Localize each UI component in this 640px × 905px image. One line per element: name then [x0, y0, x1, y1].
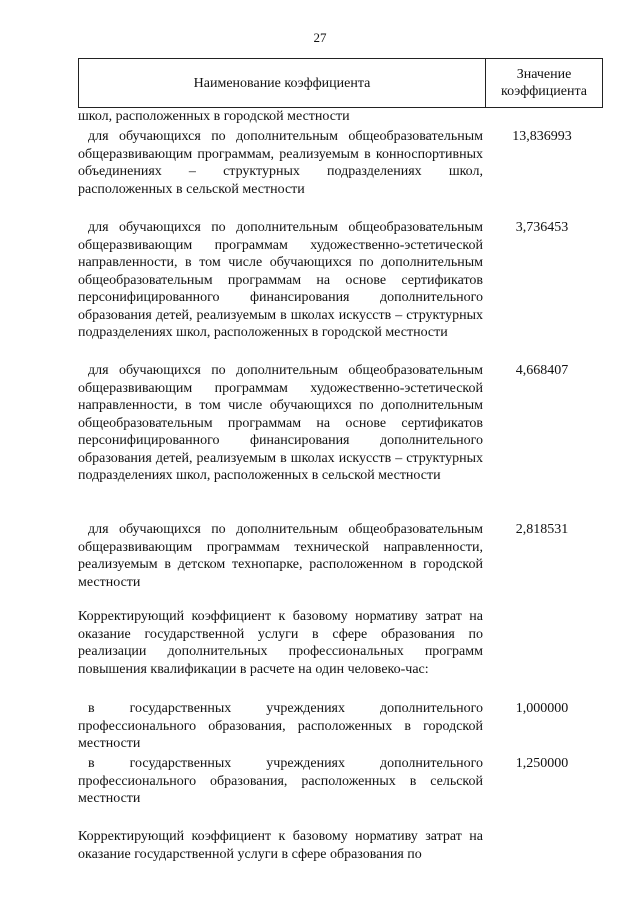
row-value: 2,818531 — [515, 522, 569, 537]
row-value: 3,736453 — [515, 220, 569, 235]
row-value: 1,250000 — [515, 756, 569, 771]
row-value: 1,000000 — [515, 701, 569, 716]
row-text: для обучающихся по дополнительным общеобразовательным общеразвивающим программам, реализуемым в конноспортивных объединениях – структурных подразделениях школ, расположенных в сельской местности — [78, 129, 483, 197]
coefficient-table-header — [78, 58, 603, 108]
header-value-line1: Значение — [516, 67, 572, 82]
header-coefficient-value — [486, 59, 603, 108]
row-text: Корректирующий коэффициент к базовому нормативу затрат на оказание государственной услуги в сфере образования по реализации дополнительных профессиональных программ повышения квалификации в расчете на один человеко-час: — [78, 609, 483, 677]
row-value: 13,836993 — [512, 129, 572, 144]
header-value-line2: коэффициента — [501, 84, 587, 99]
row-text: в государственных учреждениях дополнительного профессионального образования, расположенных в городской местности — [78, 701, 483, 751]
row-text: для обучающихся по дополнительным общеобразовательным общеразвивающим программам художественно-эстетической направленности, в том числе обучающихся по дополнительным общеобразовательным программам на основе сертификатов персонифицированного финансирования дополнительного образования детей, реализуемым в школах искусств – структурных подразделениях школ, расположенных в городской местности — [78, 220, 483, 340]
row-text: Корректирующий коэффициент к базовому нормативу затрат на оказание государственной услуги в сфере образования по — [78, 829, 483, 862]
row-text: для обучающихся по дополнительным общеобразовательным общеразвивающим программам художественно-эстетической направленности, в том числе обучающихся по дополнительным общеобразовательным программам на основе сертификатов персонифицированного финансирования дополнительного образования детей, реализуемым в школах искусств – структурных подразделениях школ, расположенных в сельской местности — [78, 363, 483, 483]
page-number: 27 — [313, 30, 327, 45]
header-coefficient-name: Наименование коэффициента — [79, 59, 486, 108]
row-text: в государственных учреждениях дополнительного профессионального образования, расположенных в сельской местности — [78, 756, 483, 806]
row-text: для обучающихся по дополнительным общеобразовательным общеразвивающим программам технической направленности, реализуемым в детском технопарке, расположенном в городской местности — [78, 522, 483, 590]
row-text: школ, расположенных в городской местности — [78, 109, 350, 124]
row-value: 4,668407 — [515, 363, 569, 378]
